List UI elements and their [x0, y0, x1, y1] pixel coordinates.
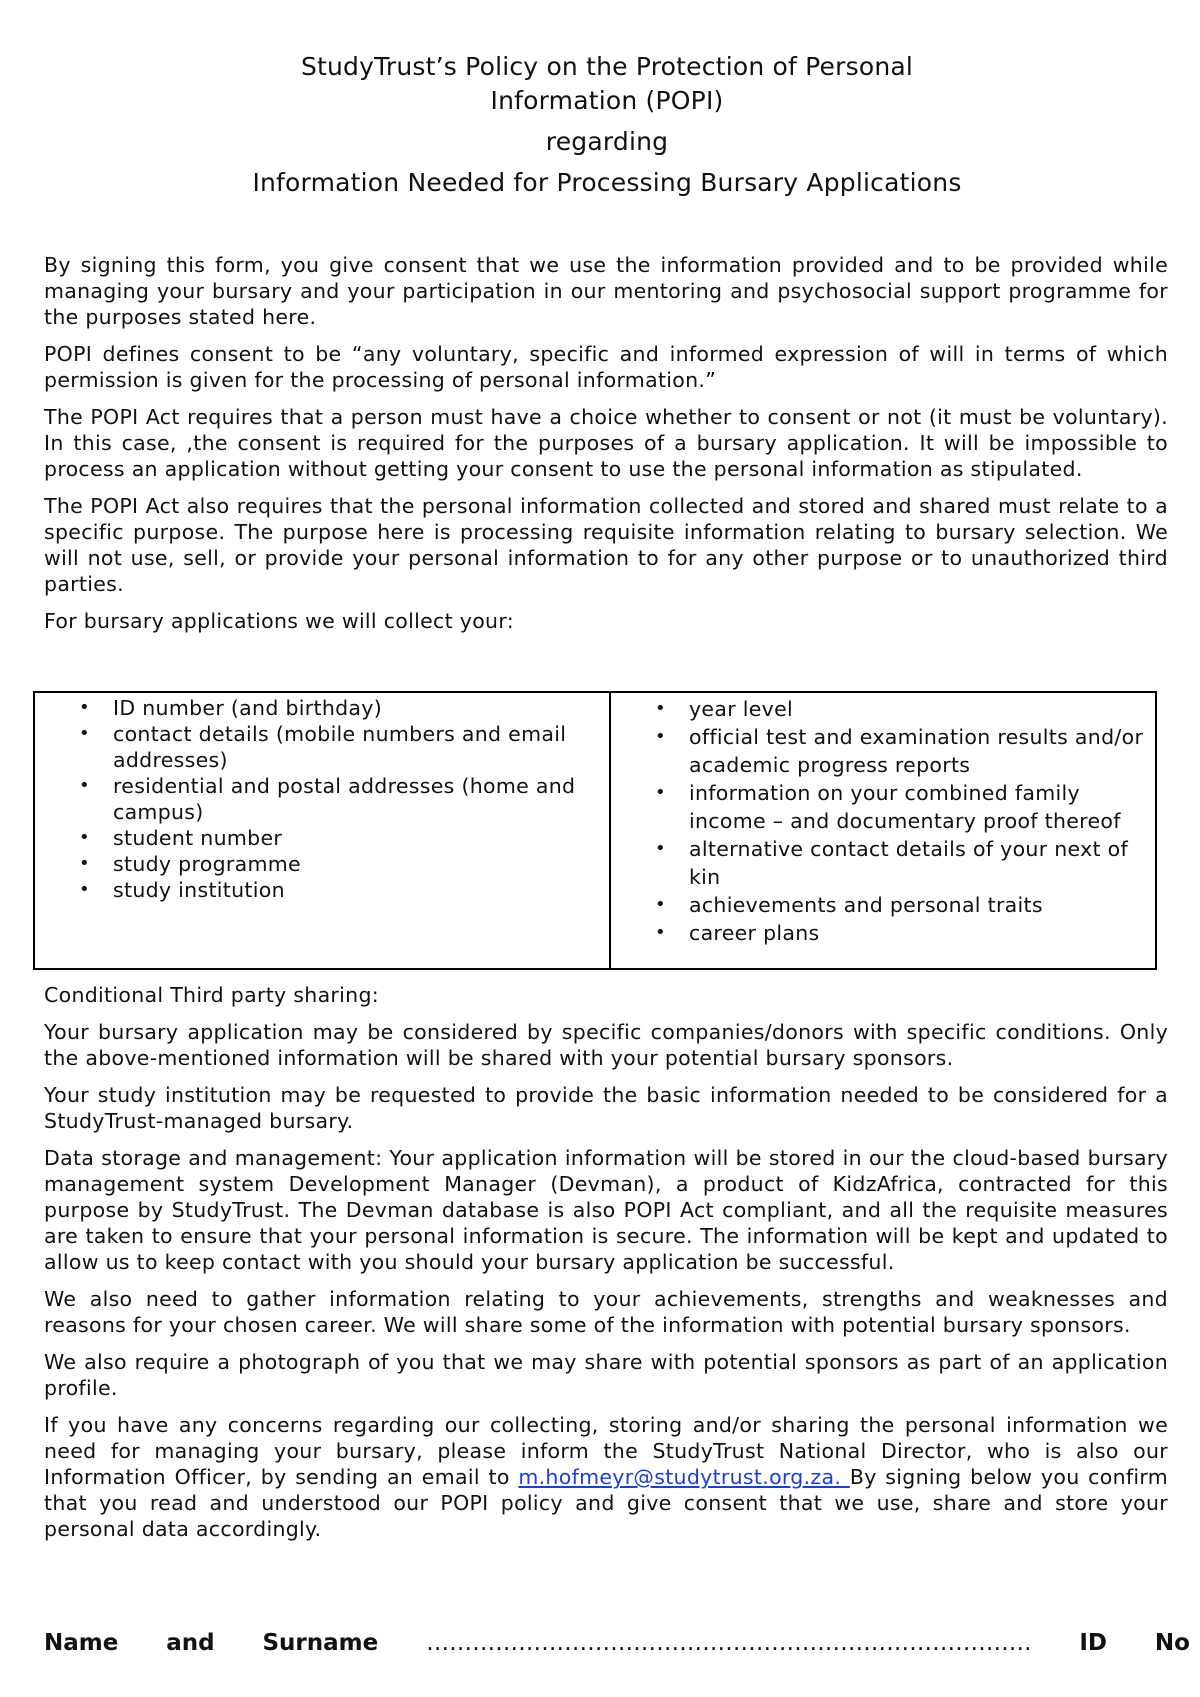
specific-purpose-paragraph: The POPI Act also requires that the personal information collected and stored and shared must relate to a specific purpose. The purpose here is processing requisite information relating to bursary selection. We will not use, sell, or provide your personal information to for any other purpose or to unauthorized third parties. — [44, 494, 1168, 596]
list-item: • official test and examination results and/or academic progress reports — [689, 723, 1145, 779]
concerns-text: If you have any concerns regarding our collecting, storing and/or sharing the personal information we need for managing your bursary, please inform the StudyTrust National Director, who is also our Information Officer, by sending an email to — [44, 1413, 1168, 1489]
sharing-section — [44, 982, 1168, 1553]
id-label: ID — [1079, 1630, 1107, 1656]
voluntary-consent-paragraph: The POPI Act requires that a person must have a choice whether to consent or not (it must be voluntary). In this case, ,the consent is required for the purposes of a bursary application. It will be impossible to process an application without getting your consent to use the personal information as stipulated. — [44, 405, 1168, 481]
list-item: • achievements and personal traits — [689, 891, 1145, 919]
collected-information-table — [33, 691, 1157, 970]
list-item: • residential and postal addresses (home and campus) — [113, 773, 599, 825]
list-item: • alternative contact details of your next of kin — [689, 835, 1145, 891]
no-label: No — [1154, 1630, 1190, 1656]
signature-line — [44, 1630, 1190, 1656]
information-officer-email-link[interactable]: m.hofmeyr@studytrust.org.za. — [518, 1465, 850, 1489]
list-item: • career plans — [689, 919, 1145, 947]
achievements-paragraph: We also need to gather information relating to your achievements, strengths and weaknesses and reasons for your chosen career. We will share some of the information with potential bursary sponsors. — [44, 1287, 1168, 1337]
document-subtitle: Information Needed for Processing Bursary Applications — [252, 168, 962, 197]
consent-paragraph: By signing this form, you give consent that we use the information provided and to be provided while managing your bursary and your participation in our mentoring and psychosocial support programme for the purposes stated here. — [44, 253, 1168, 329]
concerns-paragraph — [44, 1412, 1168, 1542]
document-title-line-2: Information (POPI) — [490, 86, 724, 115]
sharing-heading: Conditional Third party sharing: — [44, 983, 379, 1007]
intro-section — [44, 252, 1168, 645]
list-item: • year level — [689, 695, 1145, 723]
list-item: • student number — [113, 825, 599, 851]
list-item: • study institution — [113, 877, 599, 903]
list-item: • ID number (and birthday) — [113, 695, 599, 721]
sponsor-sharing-paragraph: Your bursary application may be considered by specific companies/donors with specific conditions. Only the above-mentioned information will be shared with your potential bursary sponsors. — [44, 1020, 1168, 1070]
document-title-line-1: StudyTrust’s Policy on the Protection of Personal — [300, 52, 914, 81]
name-fill-line[interactable]: ……………………………………………………………………. — [426, 1630, 1032, 1656]
popi-definition-paragraph: POPI defines consent to be “any voluntary, specific and informed expression of will in terms of which permission is given for the processing of personal information.” — [44, 342, 1168, 392]
institution-paragraph: Your study institution may be requested to provide the basic information needed to be considered for a StudyTrust-managed bursary. — [44, 1083, 1168, 1133]
list-item: • study programme — [113, 851, 599, 877]
photograph-paragraph: We also require a photograph of you that we may share with potential sponsors as part of an application profile. — [44, 1350, 1168, 1400]
document-regarding: regarding — [545, 127, 669, 156]
table-right-column — [611, 693, 1155, 968]
list-item: • information on your combined family income – and documentary proof thereof — [689, 779, 1145, 835]
surname-label: Surname — [262, 1630, 379, 1656]
list-item: • contact details (mobile numbers and email addresses) — [113, 721, 599, 773]
collect-intro-paragraph: For bursary applications we will collect your: — [44, 609, 514, 633]
table-left-column — [35, 693, 611, 968]
and-label: and — [166, 1630, 215, 1656]
confirm-text: By signing below you confirm that you read and understood our POPI policy and give consent that we use, share and store your personal data accordingly. — [44, 1465, 1169, 1541]
data-storage-paragraph: Data storage and management: Your application information will be stored in our the cloud-based bursary management system Development Manager (Devman), a product of KidzAfrica, contracted for this purpose by StudyTrust. The Devman database is also POPI Act compliant, and all the requisite measures are taken to ensure that your personal information is secure. The information will be kept and updated to allow us to keep contact with you should your bursary application be successful. — [44, 1146, 1168, 1274]
name-label: Name — [44, 1630, 119, 1656]
